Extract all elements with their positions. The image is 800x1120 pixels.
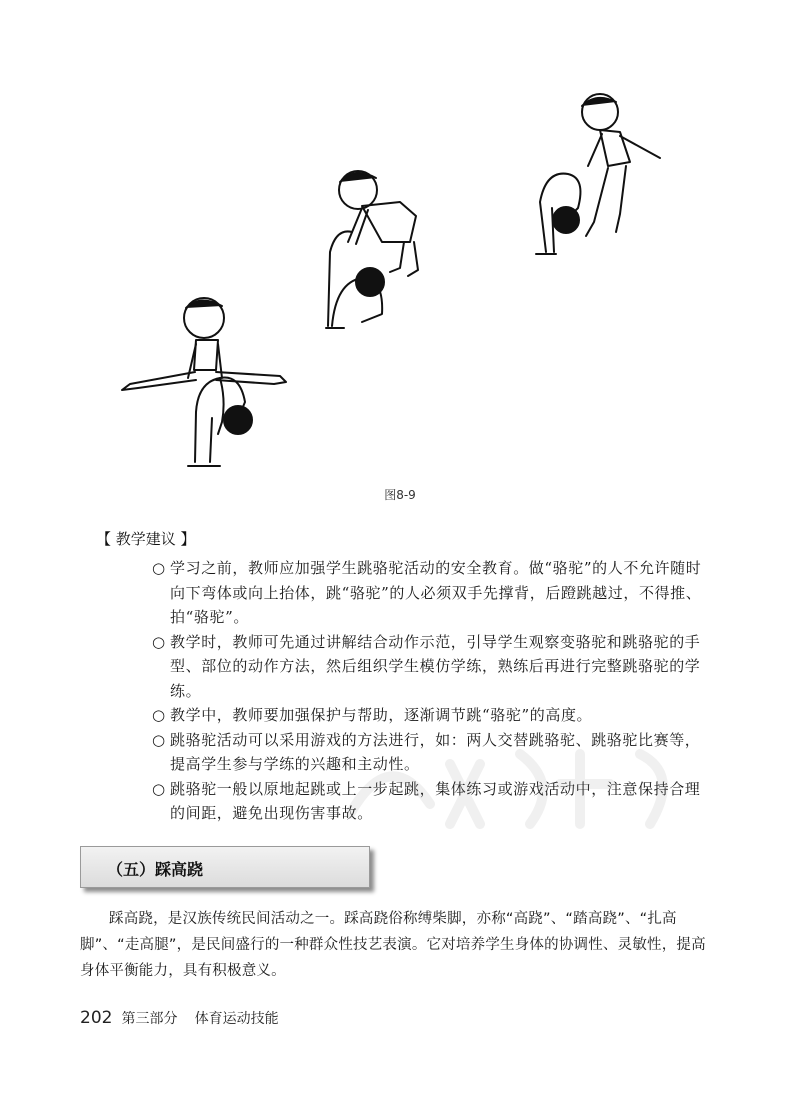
list-item-text: 教学时，教师可先通过讲解结合动作示范，引导学生观察变骆驼和跳骆驼的手型、部位的动作方法，然后组织学生模仿学练，熟练后再进行完整跳骆驼的学练。 [170,632,701,700]
circle-bullet-icon: ○ [152,730,166,749]
pair-one-drawing [122,298,286,466]
circle-bullet-icon: ○ [152,559,166,577]
list-item-text: 跳骆驼活动可以采用游戏的方法进行，如：两人交替跳骆驼、跳骆驼比赛等，提高学生参与学练的兴趣和主动性。 [170,730,701,773]
watermark-logo [330,724,710,844]
list-item-text: 跳骆驼一般以原地起跳或上一步起跳，集体练习或游戏活动中，注意保持合理的间距，避免出现伤害事故。 [170,779,701,822]
list-item-text: 学习之前，教师应加强学生跳骆驼活动的安全教育。做“骆驼”的人不允许随时向下弯体或向上抬体，跳“骆驼”的人必须双手先撑背，后蹬跳越过，不得推、拍“骆驼”。 [170,559,702,626]
footer-chapter: 体育运动技能 [194,1011,279,1027]
pair-three-drawing [536,94,660,254]
page-footer [80,1008,279,1028]
circle-bullet-icon: ○ [152,779,166,798]
circle-bullet-icon: ○ [152,706,166,724]
figure-caption: 图8-9 [384,488,416,502]
pair-two-drawing [326,171,418,328]
list-item-text: 教学中，教师要加强保护与帮助，逐渐调节跳“骆驼”的高度。 [170,706,593,724]
section-title: （五）踩高跷 [107,860,204,879]
illustration-figure-8-9 [100,82,680,474]
list-item [152,556,712,630]
circle-bullet-icon: ○ [152,632,166,651]
list-item [152,630,712,704]
body-paragraph: 踩高跷，是汉族传统民间活动之一。踩高跷俗称缚柴脚，亦称“高跷”、“踏高跷”、“扎高脚”、“走高腿”，是民间盛行的一种群众性技艺表演。它对培养学生身体的协调性、灵敏性，提高身体平衡能力，具有积极意义。 [80,911,706,979]
leapfrog-illustration [100,82,680,474]
footer-part: 第三部分 [121,1011,178,1027]
teaching-advice-heading: 【 教学建议 】 [96,530,196,548]
page-number: 202 [80,1008,113,1028]
section-header-bar [80,846,370,888]
